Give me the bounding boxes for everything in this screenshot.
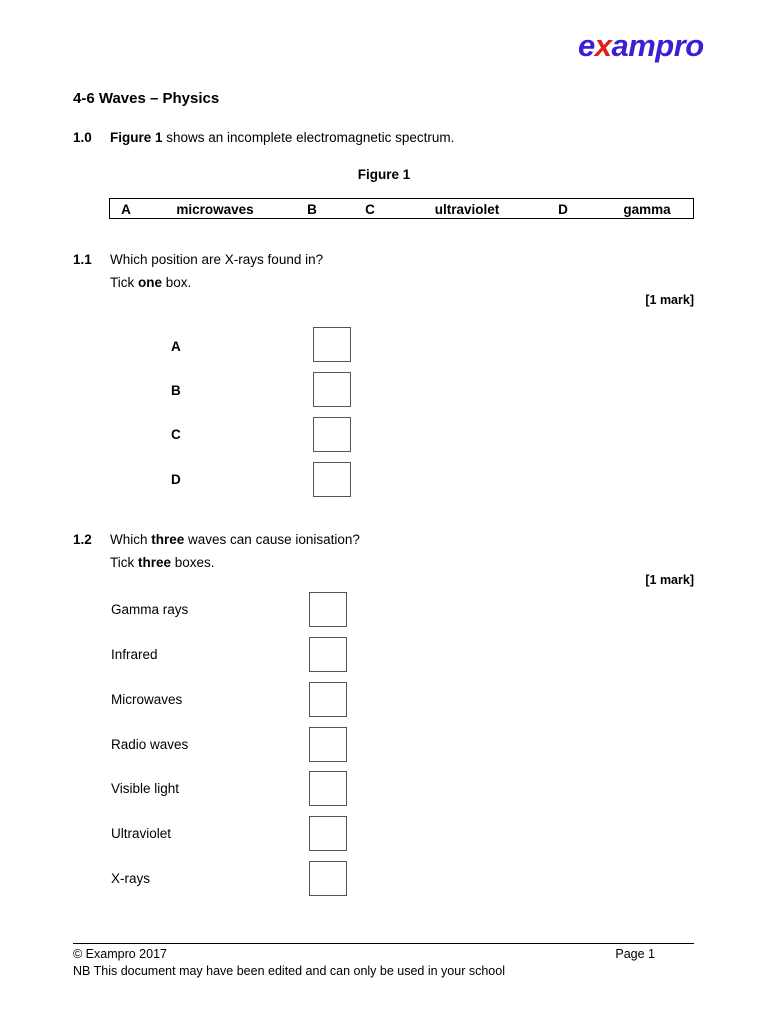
q1-tick-post: box.	[162, 275, 192, 290]
q1-option-label: B	[171, 383, 181, 398]
spectrum-cell: C	[365, 202, 375, 217]
q1-option-label: D	[171, 472, 181, 487]
spectrum-cell: gamma	[623, 202, 671, 217]
q2-option-label: Radio waves	[111, 737, 189, 752]
exampro-logo	[578, 28, 704, 64]
spectrum-cell: microwaves	[176, 202, 254, 217]
question-number-1-0: 1.0	[73, 130, 92, 145]
figure-label: Figure 1	[357, 167, 411, 182]
logo-part-3: ampro	[611, 28, 704, 63]
q2-option-label: Microwaves	[111, 692, 183, 707]
q1-tick-bold: one	[138, 275, 163, 290]
footer-page-number: Page 1	[615, 947, 655, 961]
q2-question	[110, 532, 360, 547]
footer-note: NB This document may have been edited and can only be used in your school	[73, 964, 505, 978]
q1-checkbox-b[interactable]	[313, 372, 351, 407]
q2-option-label: X-rays	[111, 871, 151, 886]
q2-tick-pre: Tick	[110, 555, 138, 570]
q2-checkbox-gamma[interactable]	[309, 592, 347, 627]
question-number-1-1: 1.1	[73, 252, 92, 267]
q2-checkbox-visible[interactable]	[309, 771, 347, 806]
q1-checkbox-c[interactable]	[313, 417, 351, 452]
spectrum-table	[109, 198, 694, 219]
q1-tick-pre: Tick	[110, 275, 138, 290]
logo-part-2: x	[594, 28, 612, 63]
document-title: 4-6 Waves – Physics	[73, 90, 220, 107]
footer-copyright: © Exampro 2017	[73, 947, 167, 961]
logo-part-1: e	[578, 28, 595, 63]
q2-question-post: waves can cause ionisation?	[184, 532, 360, 547]
q2-checkbox-microwaves[interactable]	[309, 682, 347, 717]
q1-mark: [1 mark]	[645, 293, 694, 307]
spectrum-cell: B	[307, 202, 317, 217]
q2-option-label: Visible light	[111, 781, 180, 796]
q1-question: Which position are X-rays found in?	[110, 252, 324, 267]
q1-checkbox-a[interactable]	[313, 327, 351, 362]
intro-rest: shows an incomplete electromagnetic spectrum.	[162, 130, 455, 145]
q2-checkbox-radio[interactable]	[309, 727, 347, 762]
q2-checkbox-ultraviolet[interactable]	[309, 816, 347, 851]
spectrum-cell: D	[558, 202, 568, 217]
q2-mark: [1 mark]	[645, 573, 694, 587]
q2-option-label: Gamma rays	[111, 602, 189, 617]
q1-option-label: A	[171, 339, 181, 354]
q2-option-label: Ultraviolet	[111, 826, 172, 841]
q1-option-label: C	[171, 427, 181, 442]
q2-checkbox-xrays[interactable]	[309, 861, 347, 896]
q2-option-label: Infrared	[111, 647, 158, 662]
q2-question-bold: three	[151, 532, 185, 547]
intro-text	[110, 130, 454, 145]
question-number-1-2: 1.2	[73, 532, 92, 547]
spectrum-cell: ultraviolet	[434, 202, 500, 217]
q1-instruction	[110, 275, 191, 290]
q2-instruction	[110, 555, 215, 570]
spectrum-cell: A	[121, 202, 131, 217]
q2-question-pre: Which	[110, 532, 152, 547]
q2-tick-bold: three	[138, 555, 172, 570]
intro-bold: Figure 1	[110, 130, 163, 145]
q2-checkbox-infrared[interactable]	[309, 637, 347, 672]
footer-divider	[73, 943, 694, 944]
q2-tick-post: boxes.	[171, 555, 215, 570]
q1-checkbox-d[interactable]	[313, 462, 351, 497]
